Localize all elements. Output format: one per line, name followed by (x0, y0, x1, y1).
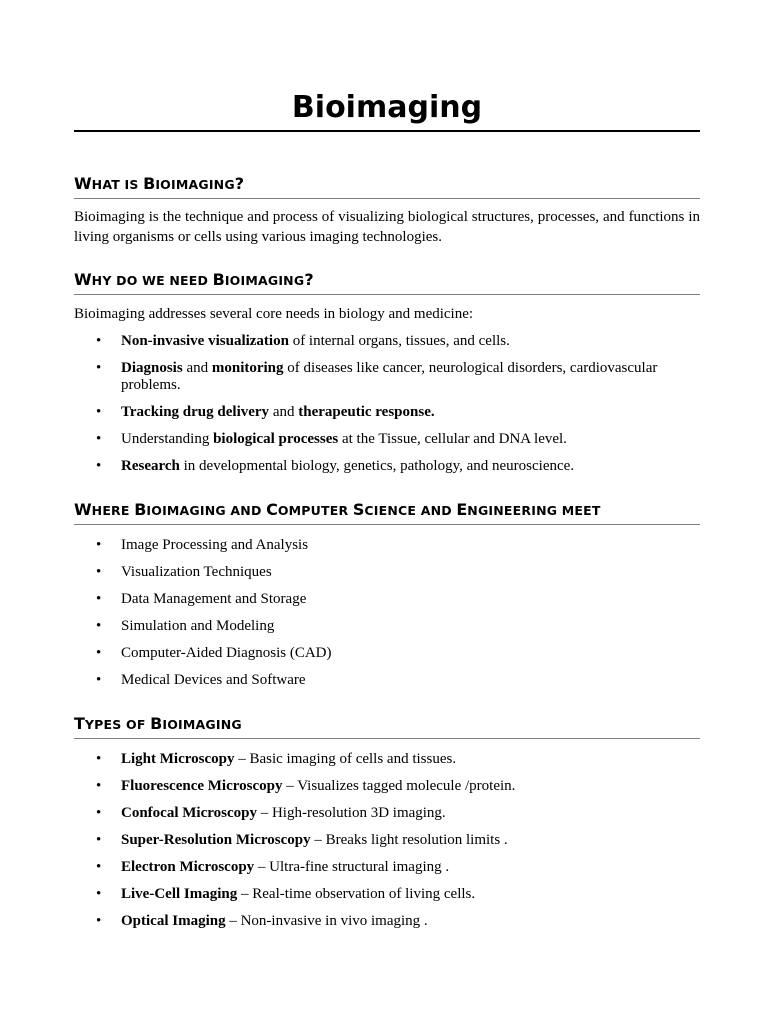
what-paragraph: Bioimaging is the technique and process of visualizing biological structures, processes, and functions in living organisms or cells using various imaging technologies. (74, 209, 700, 245)
list-item: • Live-Cell Imaging – Real-time observation of living cells. (96, 886, 476, 902)
list-item: • Fluorescence Microscopy – Visualizes tagged molecule /protein. (96, 778, 516, 794)
section-heading-why: WHY DO WE NEED BIOIMAGING? (74, 269, 700, 295)
bullet-icon: • (96, 618, 102, 634)
bullet-icon: • (96, 458, 102, 474)
list-item: • Understanding biological processes at the Tissue, cellular and DNA level. (96, 431, 567, 447)
section-heading-types: TYPES OF BIOIMAGING (74, 713, 700, 739)
list-item: • Diagnosis and monitoring of diseases like cancer, neurological disorders, cardiovascular problems. (96, 360, 658, 393)
list-item: • Medical Devices and Software (96, 672, 306, 688)
types-list (74, 751, 700, 930)
document-title: Bioimaging (74, 88, 700, 132)
list-item: • Optical Imaging – Non-invasive in vivo imaging . (96, 913, 428, 929)
bullet-icon: • (96, 751, 102, 767)
bullet-icon: • (96, 913, 102, 929)
list-item: • Tracking drug delivery and therapeutic response. (96, 404, 435, 420)
list-item: • Simulation and Modeling (96, 618, 275, 634)
list-item: • Computer-Aided Diagnosis (CAD) (96, 645, 332, 661)
section-why-bioimaging (74, 269, 700, 475)
section-what-is-bioimaging (74, 173, 700, 247)
bullet-icon: • (96, 591, 102, 607)
bullet-icon: • (96, 404, 102, 420)
bullet-icon: • (96, 805, 102, 821)
section-where-meet (74, 499, 700, 689)
list-item: • Image Processing and Analysis (96, 537, 309, 553)
list-item: • Electron Microscopy – Ultra-fine structural imaging . (96, 859, 450, 875)
bullet-icon: • (96, 886, 102, 902)
bullet-icon: • (96, 859, 102, 875)
list-item: • Light Microscopy – Basic imaging of cells and tissues. (96, 751, 457, 767)
why-list (74, 333, 700, 475)
bullet-icon: • (96, 431, 102, 447)
why-intro: Bioimaging addresses several core needs in biology and medicine: (74, 306, 474, 322)
bullet-icon: • (96, 832, 102, 848)
where-list (74, 537, 700, 689)
list-item: • Data Management and Storage (96, 591, 307, 607)
bullet-icon: • (96, 672, 102, 688)
section-heading-what: WHAT IS BIOIMAGING? (74, 173, 700, 199)
bullet-icon: • (96, 778, 102, 794)
list-item: • Visualization Techniques (96, 564, 272, 580)
bullet-icon: • (96, 564, 102, 580)
bullet-icon: • (96, 360, 102, 376)
list-item: • Super-Resolution Microscopy – Breaks light resolution limits . (96, 832, 508, 848)
section-types (74, 713, 700, 930)
bullet-icon: • (96, 645, 102, 661)
list-item: • Confocal Microscopy – High-resolution 3D imaging. (96, 805, 446, 821)
bullet-icon: • (96, 537, 102, 553)
list-item: • Non-invasive visualization of internal organs, tissues, and cells. (96, 333, 510, 349)
section-heading-where: WHERE BIOIMAGING AND COMPUTER SCIENCE AND ENGINEERING MEET (74, 499, 700, 525)
document-page (74, 88, 700, 930)
bullet-icon: • (96, 333, 102, 349)
list-item: • Research in developmental biology, genetics, pathology, and neuroscience. (96, 458, 575, 474)
